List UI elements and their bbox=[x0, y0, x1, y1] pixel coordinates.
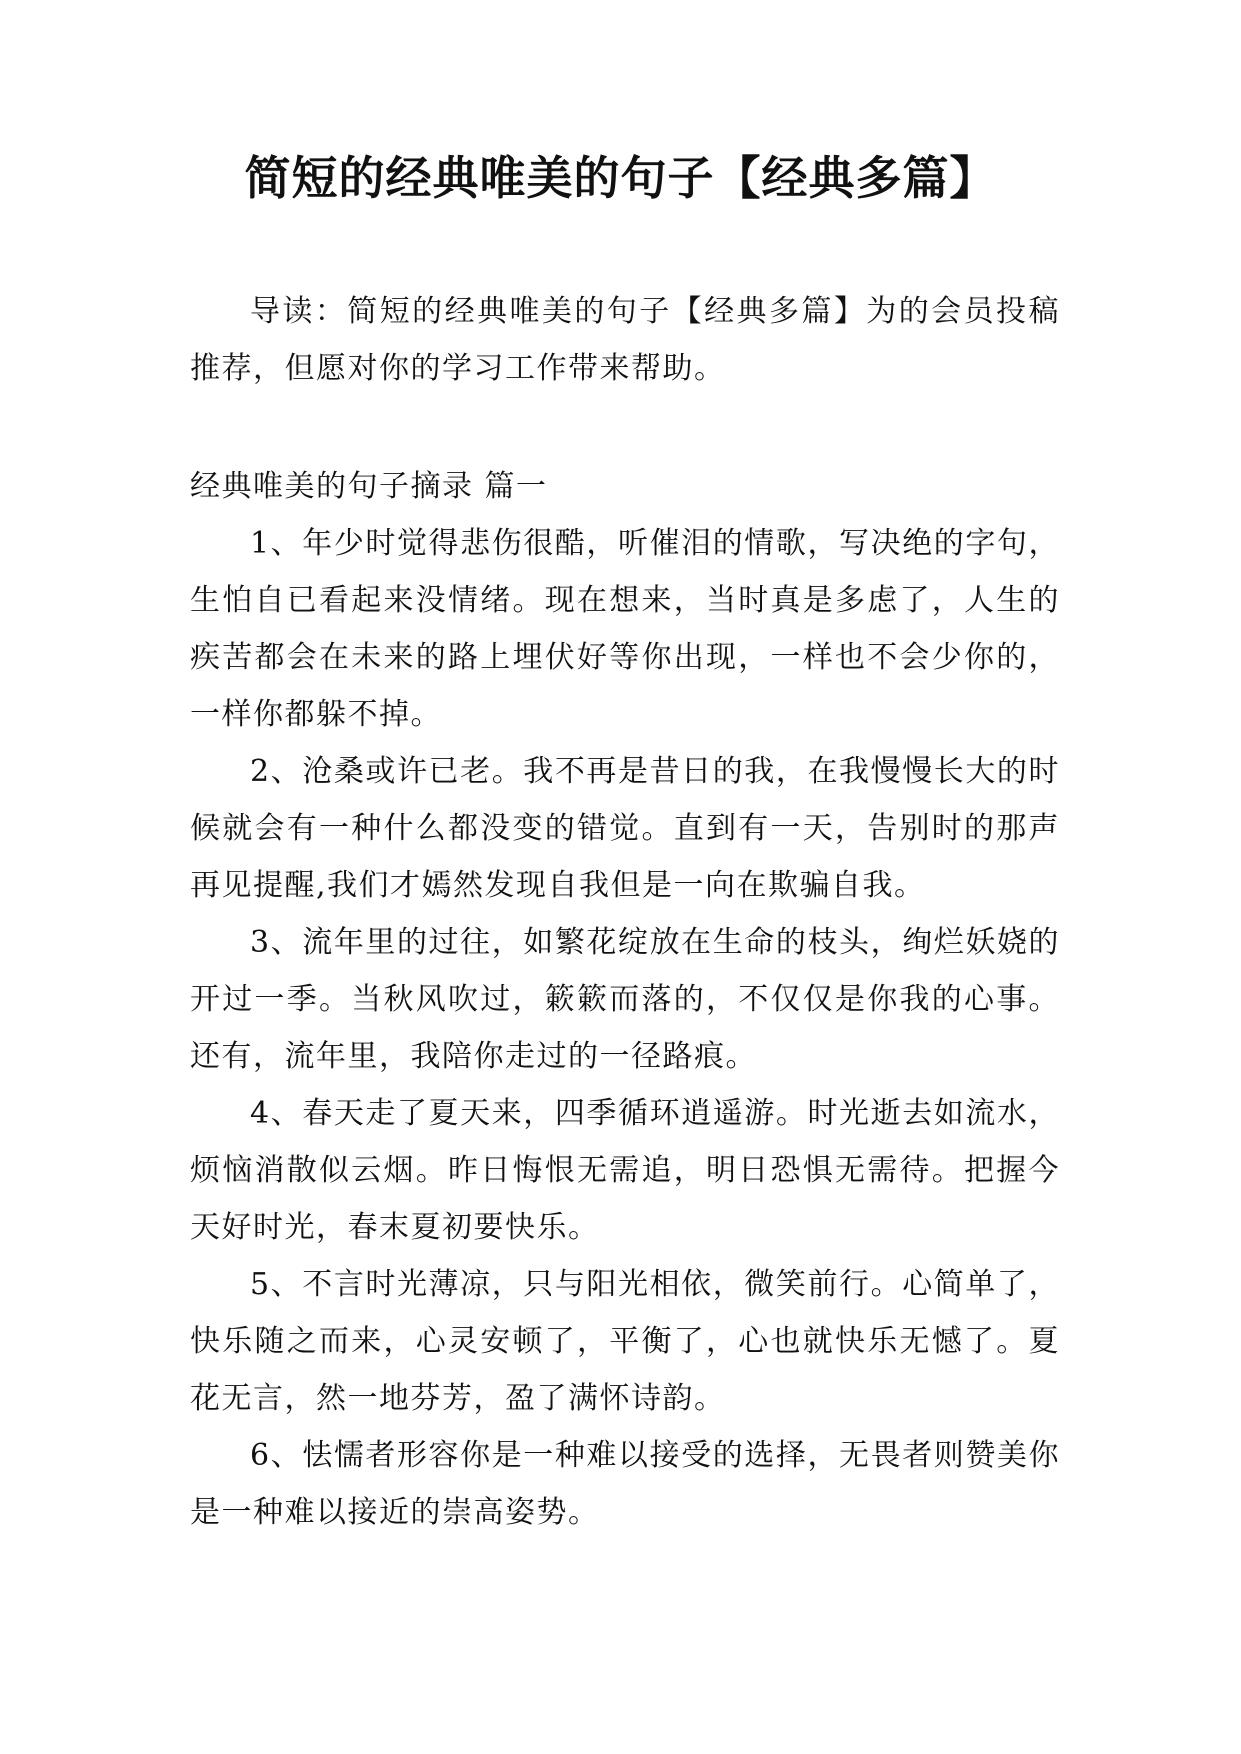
list-item: 1、年少时觉得悲伤很酷，听催泪的情歌，写决绝的字句，生怕自已看起来没情绪。现在想来，当时真是多虑了，人生的疾苦都会在未来的路上埋伏好等你出现，一样也不会少你的，一样你都躲不掉。 bbox=[190, 526, 1060, 732]
list-item: 6、怯懦者形容你是一种难以接受的选择，无畏者则赞美你是一种难以接近的崇高姿势。 bbox=[190, 1438, 1060, 1530]
list-item: 5、不言时光薄凉，只与阳光相依，微笑前行。心简单了，快乐随之而来，心灵安顿了，平衡了，心也就快乐无憾了。夏花无言，然一地芬芳，盈了满怀诗韵。 bbox=[190, 1267, 1060, 1416]
list-item: 2、沧桑或许已老。我不再是昔日的我，在我慢慢长大的时候就会有一种什么都没变的错觉。直到有一天，告别时的那声再见提醒,我们才嫣然发现自我但是一向在欺骗自我。 bbox=[190, 754, 1060, 903]
list-item: 4、春天走了夏天来，四季循环逍遥游。时光逝去如流水，烦恼消散似云烟。昨日悔恨无需追，明日恐惧无需待。把握今天好时光，春末夏初要快乐。 bbox=[190, 1096, 1060, 1245]
intro-paragraph: 导读：简短的经典唯美的句子【经典多篇】为的会员投稿推荐，但愿对你的学习工作带来帮助。 bbox=[190, 294, 1060, 386]
document-body bbox=[190, 283, 1060, 1541]
section-heading: 经典唯美的句子摘录 篇一 bbox=[190, 469, 548, 504]
list-item: 3、流年里的过往，如繁花绽放在生命的枝头，绚烂妖娆的开过一季。当秋风吹过，簌簌而落的，不仅仅是你我的心事。还有，流年里，我陪你走过的一径路痕。 bbox=[190, 925, 1060, 1074]
document-title: 简短的经典唯美的句子【经典多篇】 bbox=[244, 151, 997, 205]
